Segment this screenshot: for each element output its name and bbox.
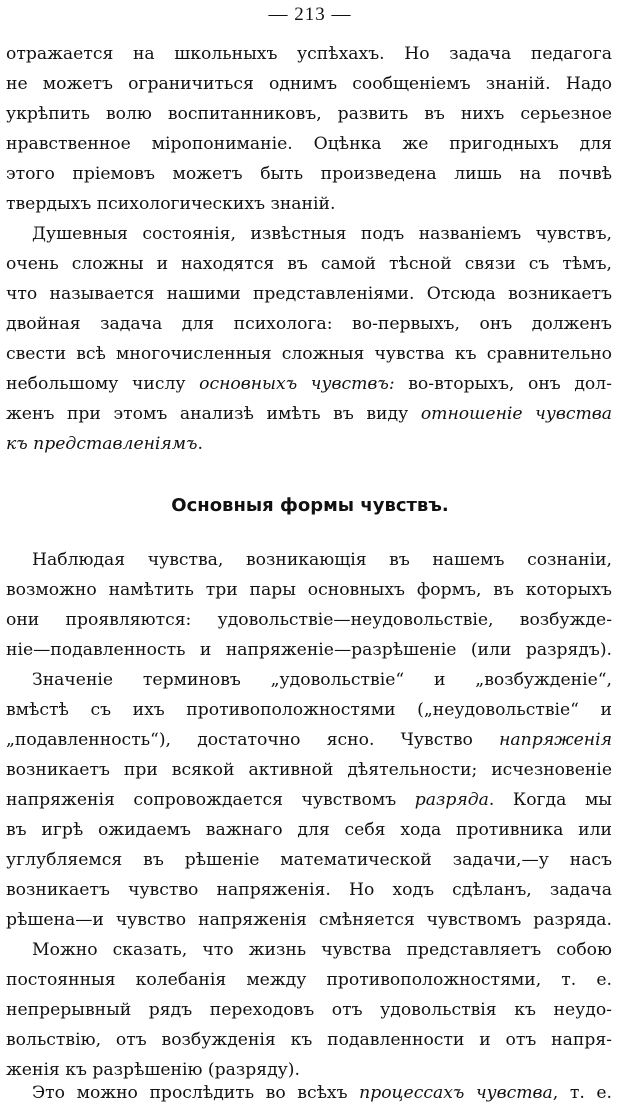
text-line: углубляемся въ рѣшеніе математической задачи,—у насъ — [6, 850, 612, 870]
text-line: нравственное міропониманіе. Оцѣнка же пригодныхъ для — [6, 134, 612, 154]
text-line: Душевныя состоянія, извѣстныя подъ названіемъ чувствъ, — [32, 224, 612, 244]
text-line: женія къ разрѣшенію (разряду). — [6, 1060, 300, 1080]
section-heading: Основныя формы чувствъ. — [171, 495, 449, 516]
page-number: — 213 — — [268, 4, 352, 25]
text-line: ніе—подавленность и напряженіе—разрѣшеніе (или разрядъ). — [6, 640, 612, 660]
text-run: напряженія сопровождается чувствомъ — [6, 790, 415, 810]
text-line — [32, 1078, 612, 1108]
text-line: вмѣстѣ съ ихъ противоположностями („неудовольствіе“ и — [6, 700, 612, 720]
text-line: Наблюдая чувства, возникающія въ нашемъ сознаніи, — [32, 550, 612, 570]
italic-term: основныхъ чувствъ: — [199, 374, 395, 394]
italic-term: къ представленіямъ — [6, 434, 198, 454]
text-line: не можетъ ограничиться однимъ сообщеніемъ знаній. Надо — [6, 74, 612, 94]
text-line — [6, 725, 612, 755]
text-line: возможно намѣтить три пары основныхъ формъ, въ которыхъ — [6, 580, 612, 600]
text-run: „подавленность“), достаточно ясно. Чувство — [6, 730, 500, 750]
italic-term: напряженія — [499, 730, 612, 750]
text-line: непрерывный рядъ переходовъ отъ удовольствія къ неудо- — [6, 1000, 612, 1020]
text-line: въ игрѣ ожидаемъ важнаго для себя хода противника или — [6, 820, 612, 840]
text-line: свести всѣ многочисленныя сложныя чувства къ сравнительно — [6, 344, 612, 364]
text-line: возникаетъ чувство напряженія. Но ходъ сдѣланъ, задача — [6, 880, 612, 900]
text-run: . — [197, 434, 203, 454]
text-run: , т. е. — [552, 1083, 613, 1103]
text-line: вольствію, отъ возбужденія къ подавленности и отъ напря- — [6, 1030, 612, 1050]
italic-term: разряда — [414, 790, 489, 810]
text-line: возникаетъ при всякой активной дѣятельности; исчезновеніе — [6, 760, 612, 780]
text-line: они проявляются: удовольствіе—неудовольствіе, возбужде- — [6, 610, 612, 630]
italic-term: отношеніе чувства — [420, 404, 613, 424]
text-run: . Когда мы — [488, 790, 612, 810]
text-line: отражается на школьныхъ успѣхахъ. Но задача педагога — [6, 44, 612, 64]
text-line — [6, 785, 612, 815]
text-line: очень сложны и находятся въ самой тѣсной связи съ тѣмъ, — [6, 254, 612, 274]
text-line: Можно сказать, что жизнь чувства представляетъ собою — [32, 940, 612, 960]
text-line: укрѣпить волю воспитанниковъ, развить въ нихъ серьезное — [6, 104, 612, 124]
text-line — [6, 399, 612, 429]
text-run: небольшому числу — [6, 374, 200, 394]
italic-term: процессахъ чувства — [359, 1083, 553, 1103]
text-line — [6, 369, 612, 399]
text-line: двойная задача для психолога: во-первыхъ, онъ долженъ — [6, 314, 612, 334]
text-run: Это можно прослѣдить во всѣхъ — [32, 1083, 360, 1103]
text-run: во-вторыхъ, онъ дол- — [394, 374, 612, 394]
text-run: женъ при этомъ анализѣ имѣть въ виду — [6, 404, 421, 424]
text-line: постоянныя колебанія между противоположностями, т. е. — [6, 970, 612, 990]
text-line: твердыхъ психологическихъ знаній. — [6, 194, 336, 214]
text-line: что называется нашими представленіями. Отсюда возникаетъ — [6, 284, 612, 304]
text-line: рѣшена—и чувство напряженія смѣняется чувствомъ разряда. — [6, 910, 612, 930]
text-line — [6, 429, 612, 459]
text-line: Значеніе терминовъ „удовольствіе“ и „возбужденіе“, — [32, 670, 612, 690]
text-line: этого пріемовъ можетъ быть произведена лишь на почвѣ — [6, 164, 612, 184]
